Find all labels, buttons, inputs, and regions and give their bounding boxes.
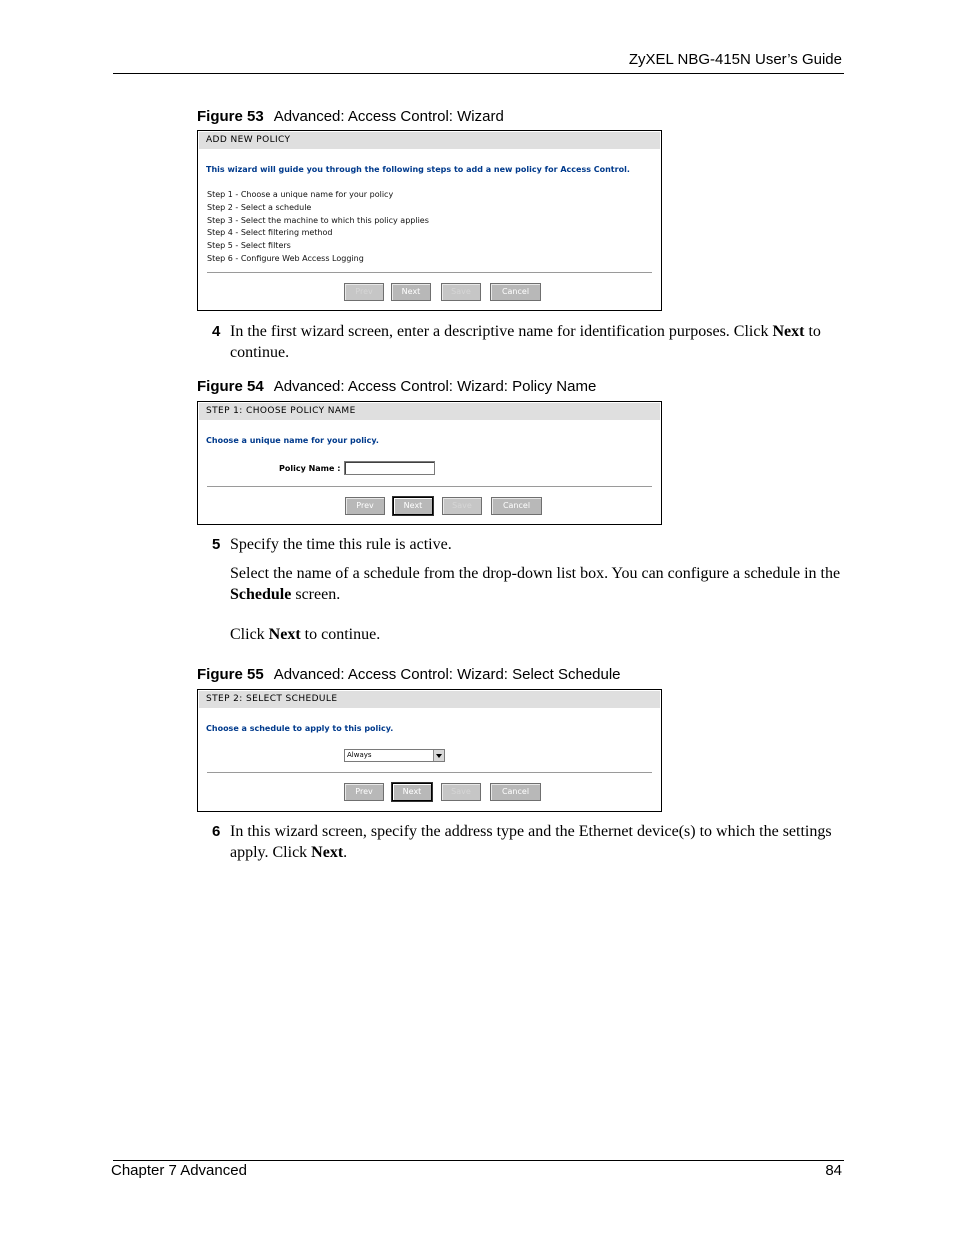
next-button[interactable]: Next bbox=[392, 783, 432, 801]
select-schedule-panel bbox=[197, 689, 662, 812]
prev-button[interactable]: Prev bbox=[345, 497, 385, 515]
schedule-selected-value: Always bbox=[347, 751, 372, 759]
policy-name-intro: Choose a unique name for your policy. bbox=[206, 436, 379, 445]
next-button[interactable]: Next bbox=[391, 283, 431, 301]
bold-text: Next bbox=[311, 844, 344, 861]
page-number: 84 bbox=[825, 1162, 842, 1179]
text: Select the name of a schedule from the drop-down list box. You can configure a schedule in the bbox=[230, 565, 841, 582]
panel-divider bbox=[207, 272, 652, 274]
cancel-button[interactable]: Cancel bbox=[490, 283, 541, 301]
figure-54-caption bbox=[197, 378, 596, 395]
figure-number: Figure 55 bbox=[197, 666, 264, 683]
text: . bbox=[343, 844, 348, 861]
wizard-step-2: Step 2 - Select a schedule bbox=[207, 203, 312, 212]
text: In this wizard screen, specify the address type and the Ethernet device(s) to which the settings apply. Click bbox=[230, 823, 832, 861]
guide-title: ZyXEL NBG-415N User’s Guide bbox=[628, 51, 842, 68]
text: screen. bbox=[291, 586, 341, 603]
step-number: 4 bbox=[212, 323, 221, 340]
text: to continue. bbox=[300, 626, 381, 643]
panel-header bbox=[199, 403, 660, 420]
choose-policy-name-panel bbox=[197, 401, 662, 525]
panel-header bbox=[199, 132, 660, 149]
save-button[interactable]: Save bbox=[441, 283, 481, 301]
bold-text: Next bbox=[268, 626, 301, 643]
panel-divider bbox=[207, 486, 652, 488]
wizard-step-6: Step 6 - Configure Web Access Logging bbox=[207, 254, 364, 263]
step-6-text bbox=[230, 821, 842, 863]
wizard-step-4: Step 4 - Select filtering method bbox=[207, 228, 333, 237]
step-number: 6 bbox=[212, 823, 221, 840]
step-4-text bbox=[230, 321, 842, 363]
save-button[interactable]: Save bbox=[441, 783, 481, 801]
panel-header bbox=[199, 691, 660, 708]
step-number: 5 bbox=[212, 536, 221, 553]
wizard-step-3: Step 3 - Select the machine to which this policy applies bbox=[207, 216, 429, 225]
wizard-step-1: Step 1 - Choose a unique name for your policy bbox=[207, 190, 394, 199]
step-5-continue bbox=[230, 624, 842, 645]
text: to continue. bbox=[230, 323, 821, 361]
panel-title: STEP 2: SELECT SCHEDULE bbox=[206, 694, 338, 704]
add-new-policy-panel bbox=[197, 130, 662, 311]
panel-title: STEP 1: CHOOSE POLICY NAME bbox=[206, 406, 356, 416]
figure-title: Advanced: Access Control: Wizard: Select Schedule bbox=[273, 666, 621, 683]
footer-rule bbox=[113, 1160, 844, 1161]
wizard-intro: This wizard will guide you through the following steps to add a new policy for Access Control. bbox=[206, 165, 630, 174]
cancel-button[interactable]: Cancel bbox=[491, 497, 542, 515]
schedule-intro: Choose a schedule to apply to this policy. bbox=[206, 724, 394, 733]
figure-number: Figure 54 bbox=[197, 378, 264, 395]
figure-55-caption bbox=[197, 666, 621, 683]
step-5-text: Specify the time this rule is active. bbox=[230, 536, 452, 553]
figure-title: Advanced: Access Control: Wizard bbox=[273, 108, 504, 125]
prev-button[interactable]: Prev bbox=[344, 283, 384, 301]
save-button[interactable]: Save bbox=[442, 497, 482, 515]
prev-button[interactable]: Prev bbox=[344, 783, 384, 801]
chevron-down-icon[interactable] bbox=[433, 750, 444, 761]
figure-53-caption bbox=[197, 108, 504, 125]
panel-title: ADD NEW POLICY bbox=[206, 135, 291, 145]
schedule-select[interactable] bbox=[344, 749, 445, 762]
figure-title: Advanced: Access Control: Wizard: Policy Name bbox=[273, 378, 597, 395]
panel-divider bbox=[207, 772, 652, 774]
wizard-step-5: Step 5 - Select filters bbox=[207, 241, 291, 250]
cancel-button[interactable]: Cancel bbox=[490, 783, 541, 801]
policy-name-input[interactable] bbox=[344, 461, 435, 475]
chapter-title: Chapter 7 Advanced bbox=[111, 1162, 247, 1179]
bold-text: Next bbox=[772, 323, 805, 340]
header-rule bbox=[113, 73, 844, 74]
step-5-detail bbox=[230, 563, 842, 605]
next-button[interactable]: Next bbox=[393, 497, 433, 515]
policy-name-label: Policy Name : bbox=[279, 464, 341, 473]
text: Click bbox=[230, 626, 269, 643]
text: In the first wizard screen, enter a descriptive name for identification purposes. Click bbox=[230, 323, 773, 340]
bold-text: Schedule bbox=[230, 586, 292, 603]
figure-number: Figure 53 bbox=[197, 108, 264, 125]
